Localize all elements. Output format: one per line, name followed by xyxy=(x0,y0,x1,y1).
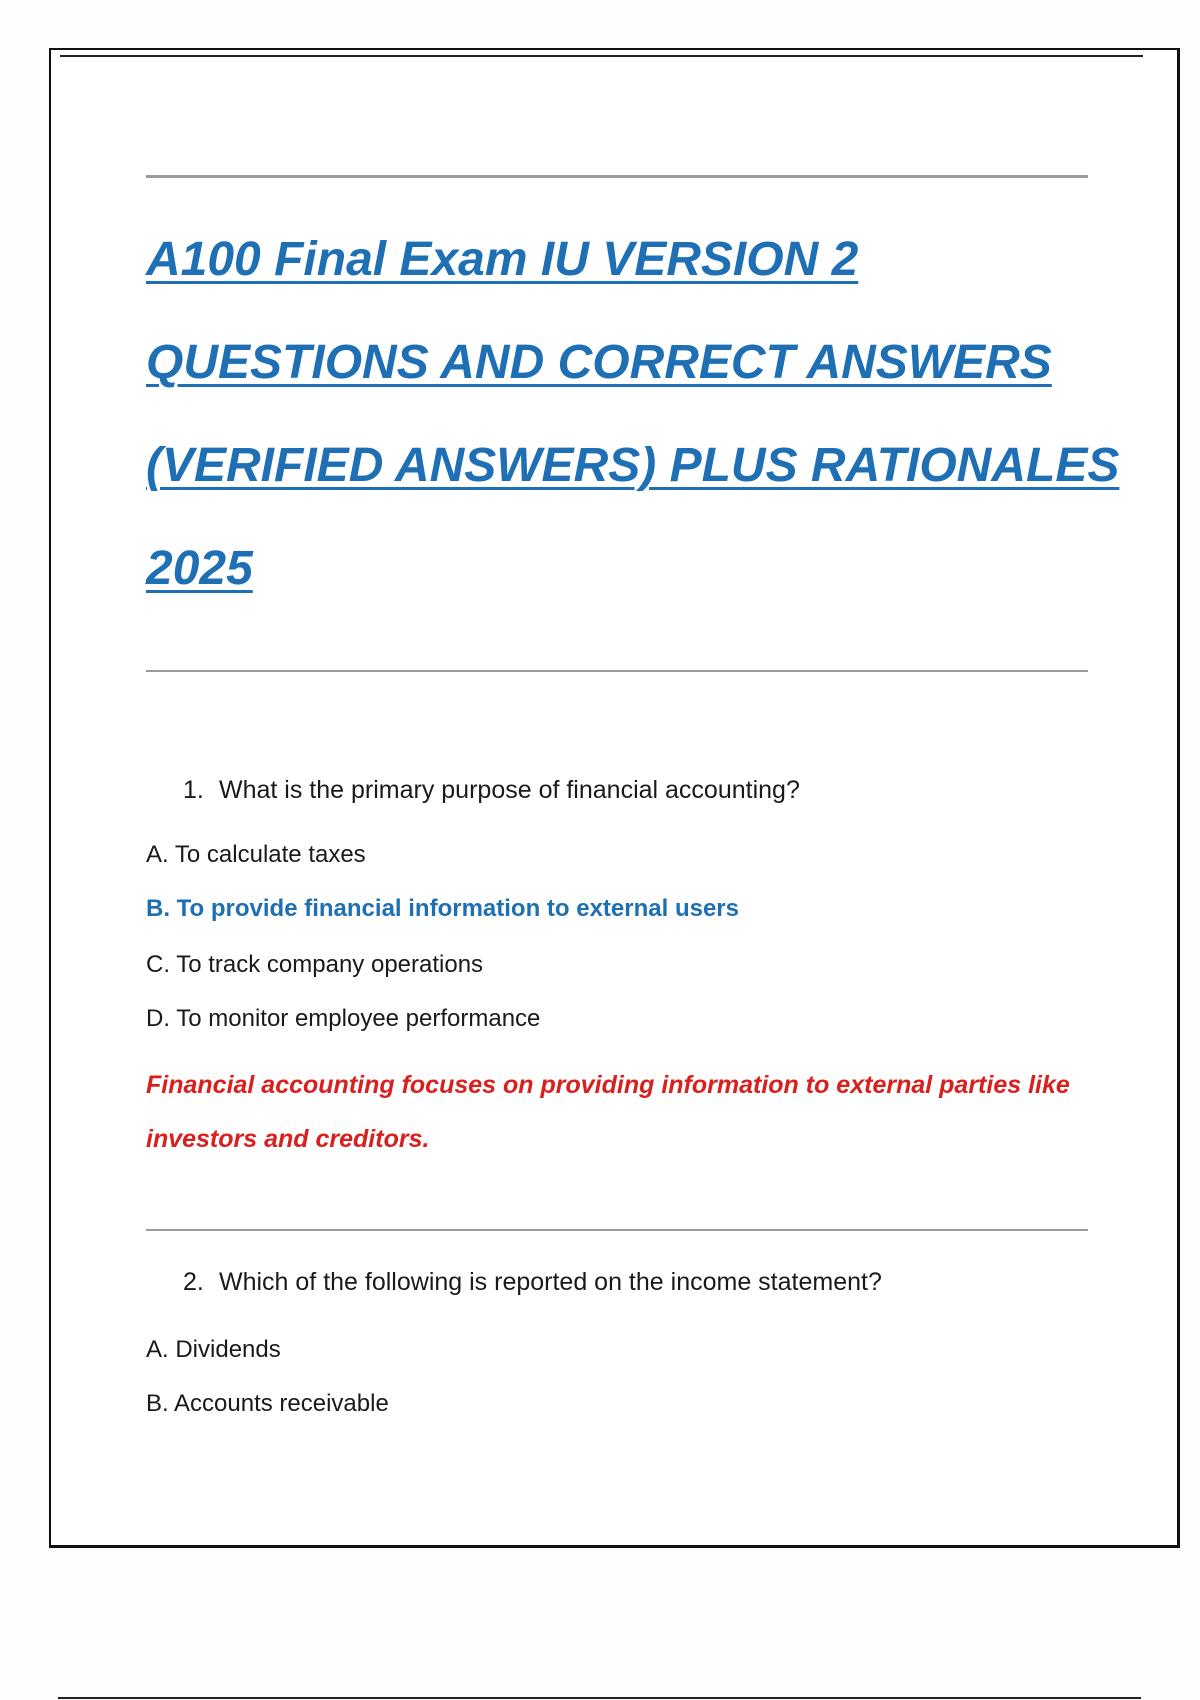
question-1-rationale: Financial accounting focuses on providing information to external parties like investors and creditors. xyxy=(146,1071,1070,1153)
question-text: What is the primary purpose of financial accounting? xyxy=(219,776,800,804)
question-1 xyxy=(183,776,800,805)
question-2-option-a: A. Dividends xyxy=(146,1336,281,1363)
page-frame xyxy=(49,48,1180,1548)
question-divider xyxy=(146,1229,1088,1231)
title-line-2: QUESTIONS AND CORRECT ANSWERS xyxy=(146,336,1052,389)
question-1-option-b-correct: B. To provide financial information to external users xyxy=(146,895,739,922)
title-top-divider xyxy=(146,175,1088,178)
question-number: 2. xyxy=(183,1268,204,1296)
title-line-3: (VERIFIED ANSWERS) PLUS RATIONALES xyxy=(146,439,1120,492)
question-1-option-c: C. To track company operations xyxy=(146,951,484,978)
next-page-border-line xyxy=(58,1697,1141,1699)
title-bottom-divider xyxy=(146,670,1088,672)
question-1-option-a: A. To calculate taxes xyxy=(146,841,366,868)
document-title xyxy=(146,208,1120,620)
question-2 xyxy=(183,1268,882,1297)
question-number: 1. xyxy=(183,776,204,804)
title-line-4: 2025 xyxy=(146,542,253,595)
question-text: Which of the following is reported on the income statement? xyxy=(219,1268,882,1296)
question-1-option-d: D. To monitor employee performance xyxy=(146,1005,541,1032)
question-2-option-b: B. Accounts receivable xyxy=(146,1390,389,1417)
title-line-1: A100 Final Exam IU VERSION 2 xyxy=(146,233,859,286)
header-border-line xyxy=(60,55,1143,57)
